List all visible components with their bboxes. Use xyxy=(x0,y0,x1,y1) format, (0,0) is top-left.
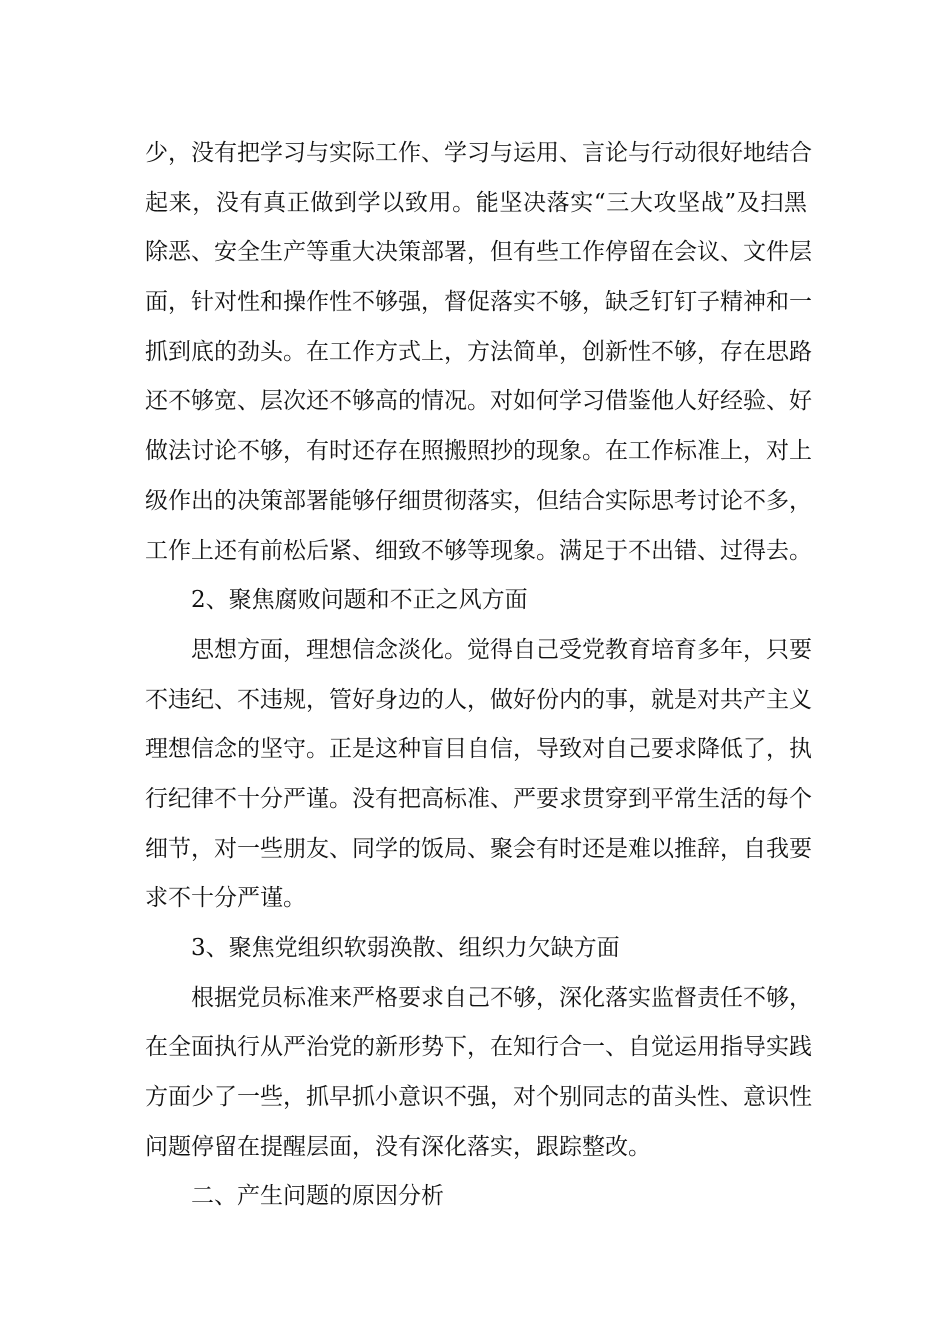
text-line: 行纪律不十分严谨。没有把高标准、严要求贯穿到平常生活的每个 xyxy=(145,785,812,812)
section-heading: 3、聚焦党组织软弱涣散、组织力欠缺方面 xyxy=(191,935,620,961)
text-line: 起来，没有真正做到学以致用。能坚决落实“三大攻坚战”及扫黑 xyxy=(145,189,807,216)
text-line: 在全面执行从严治党的新形势下，在知行合一、自觉运用指导实践 xyxy=(145,1034,812,1061)
text-line: 求不十分严谨。 xyxy=(145,885,306,912)
text-line: 工作上还有前松后紧、细致不够等现象。满足于不出错、过得去。 xyxy=(145,537,812,564)
text-line: 少，没有把学习与实际工作、学习与运用、言论与行动很好地结合 xyxy=(145,140,812,166)
text-line: 理想信念的坚守。正是这种盲目自信，导致对自己要求降低了，执 xyxy=(145,736,812,763)
text-line: 除恶、安全生产等重大决策部署，但有些工作停留在会议、文件层 xyxy=(145,239,812,266)
section-heading: 2、聚焦腐败问题和不正之风方面 xyxy=(191,587,528,614)
text-line: 思想方面，理想信念淡化。觉得自己受党教育培育多年，只要 xyxy=(191,636,812,663)
text-line: 问题停留在提醒层面，没有深化落实，跟踪整改。 xyxy=(145,1133,651,1160)
paragraph-1 xyxy=(145,129,812,576)
text-line: 根据党员标准来严格要求自己不够，深化落实监督责任不够， xyxy=(191,984,812,1011)
text-line: 面，针对性和操作性不够强，督促落实不够，缺乏钉钉子精神和一 xyxy=(145,289,812,316)
document-page xyxy=(145,129,812,1222)
paragraph-3 xyxy=(145,974,812,1173)
text-line: 不违纪、不违规，管好身边的人，做好份内的事，就是对共产主义 xyxy=(145,686,812,713)
text-line: 做法讨论不够，有时还存在照搬照抄的现象。在工作标准上，对上 xyxy=(145,438,812,465)
text-line: 还不够宽、层次还不够高的情况。对如何学习借鉴他人好经验、好 xyxy=(145,388,812,415)
text-line: 细节，对一些朋友、同学的饭局、聚会有时还是难以推辞，自我要 xyxy=(145,835,812,862)
text-line: 方面少了一些，抓早抓小意识不强，对个别同志的苗头性、意识性 xyxy=(145,1084,812,1111)
text-line: 抓到底的劲头。在工作方式上，方法简单，创新性不够，存在思路 xyxy=(145,338,812,365)
text-line: 级作出的决策部署能够仔细贯彻落实，但结合实际思考讨论不多， xyxy=(145,487,812,514)
paragraph-2 xyxy=(145,626,812,924)
chapter-heading: 二、产生问题的原因分析 xyxy=(191,1183,444,1210)
